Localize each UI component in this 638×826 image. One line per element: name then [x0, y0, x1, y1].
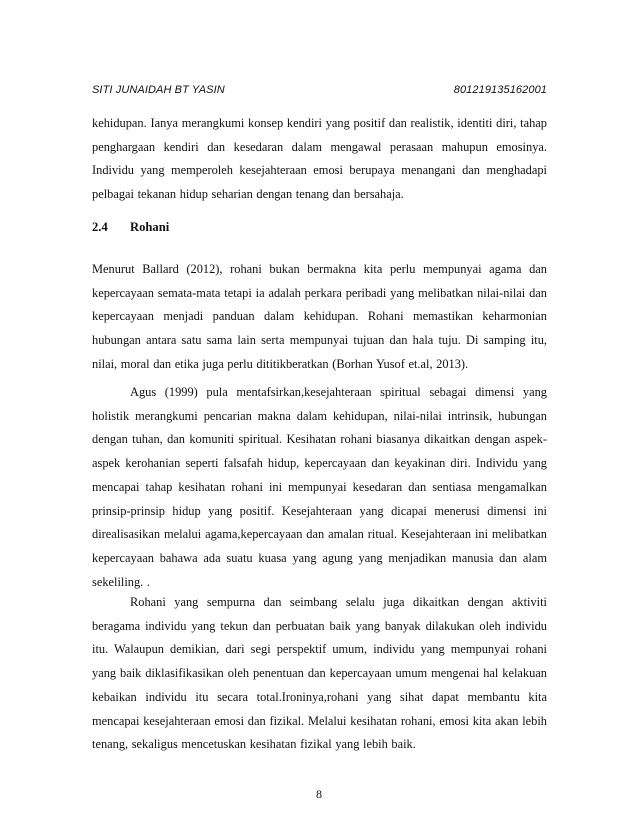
paragraph-agus: Agus (1999) pula mentafsirkan,kesejahteraan spiritual sebagai dimensi yang holistik merangkumi pencarian makna dalam kehidupan, nilai-nilai intrinsik, hubungan dengan tuhan, dan komuniti spiritual. Kesihatan rohani biasanya dikaitkan dengan aspek-aspek kerohanian seperti falsafah hidup, kepercayaan dan keyakinan diri. Individu yang mencapai tahap kesihatan rohani ini mempunyai kesedaran dan sentiasa mengamalkan prinsip-prinsip hidup yang positif. Kesejahteraan yang dicapai menerusi dimensi ini direalisasikan melalui agama,kepercayaan dan amalan ritual. Kesejahteraan ini melibatkan kepercayaan bahawa ada suatu kuasa yang agung yang menjadikan manusia dan alam sekeliling. .: [92, 385, 547, 589]
page-number: 8: [316, 787, 322, 801]
page-header: [92, 84, 547, 96]
paragraph-emotional-wellbeing: kehidupan. Ianya merangkumi konsep kendiri yang positif dan realistik, identiti diri, tahap penghargaan kendiri dan kesedaran dalam mengawal perasaan mahupun emosinya. Individu yang memperoleh kesejahteraan emosi berupaya menangani dan menghadapi pelbagai tekanan hidup seharian dengan tenang dan bersahaja.: [92, 116, 547, 202]
header-id-number: 801219135162001: [453, 84, 547, 96]
header-author: SITI JUNAIDAH BT YASIN: [92, 84, 225, 96]
section-number: 2.4: [92, 220, 108, 234]
paragraph-ballard: Menurut Ballard (2012), rohani bukan bermakna kita perlu mempunyai agama dan kepercayaan semata-mata tetapi ia adalah perkara peribadi yang melibatkan nilai-nilai dan kepercayaan menjadi panduan dalam kehidupan. Rohani memastikan keharmonian hubungan antara satu sama lain serta mempunyai tujuan dan hala tuju. Di samping itu, nilai, moral dan etika juga perlu dititikberatkan (Borhan Yusof et.al, 2013).: [92, 262, 547, 371]
paragraph-rohani-sempurna: Rohani yang sempurna dan seimbang selalu juga dikaitkan dengan aktiviti beragama individu yang tekun dan perbuatan baik yang banyak dilakukan oleh individu itu. Walaupun demikian, dari segi perspektif umum, individu yang mempunyai rohani yang baik diklasifikasikan oleh penentuan dan kepercayaan umum mengenai hal kelakuan kebaikan individu itu secara total.Ironinya,rohani yang sihat dapat membantu kita mencapai kesejahteraan emosi dan fizikal. Melalui kesihatan rohani, emosi kita akan lebih tenang, sekaligus mencetuskan kesihatan fizikal yang lebih baik.: [92, 595, 547, 752]
section-heading: [92, 220, 169, 235]
section-title: Rohani: [130, 220, 170, 234]
